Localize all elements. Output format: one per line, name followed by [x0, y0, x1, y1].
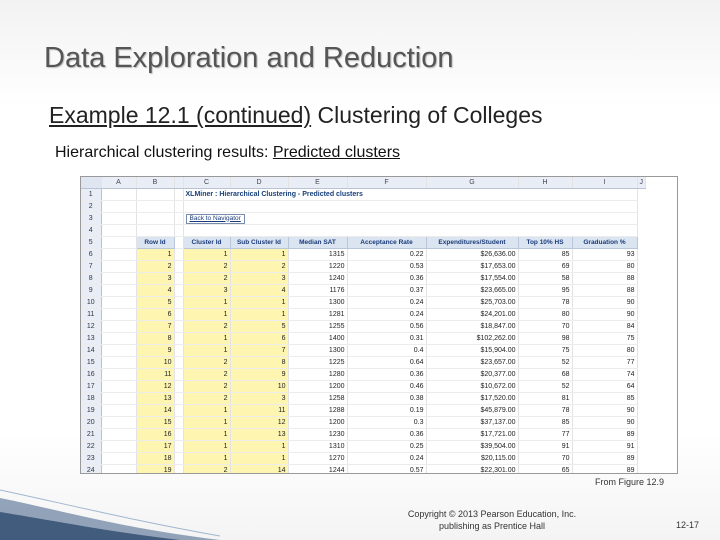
- table-cell: 7: [230, 345, 288, 357]
- table-cell: 90: [572, 297, 637, 309]
- table-cell: 1: [183, 441, 230, 453]
- empty-cell: [174, 261, 183, 273]
- table-cell: 1: [230, 453, 288, 465]
- table-cell: 0.64: [347, 357, 426, 369]
- copyright-notice: [380, 508, 604, 532]
- table-cell: 8: [136, 333, 174, 345]
- table-cell: 1315: [288, 249, 347, 261]
- table-cell: 3: [230, 393, 288, 405]
- column-letter: G: [426, 177, 518, 189]
- column-letter: C: [183, 177, 230, 189]
- table-cell: 77: [518, 429, 572, 441]
- row-number: 24: [81, 465, 101, 475]
- empty-cell: [174, 441, 183, 453]
- table-cell: 9: [136, 345, 174, 357]
- column-letter: I: [572, 177, 637, 189]
- table-cell: 70: [518, 321, 572, 333]
- row-number: 7: [81, 261, 101, 273]
- table-cell: 18: [136, 453, 174, 465]
- empty-cell: [174, 429, 183, 441]
- empty-cell: [136, 189, 174, 201]
- table-cell: 2: [183, 261, 230, 273]
- table-cell: 16: [136, 429, 174, 441]
- table-row: [81, 297, 646, 309]
- table-cell: 89: [572, 465, 637, 475]
- page-number: 12-17: [676, 520, 700, 530]
- table-cell: 90: [572, 309, 637, 321]
- table-cell: 85: [518, 249, 572, 261]
- table-cell: 74: [572, 369, 637, 381]
- results-column-header: Expenditures/Student: [426, 237, 518, 249]
- empty-cell: [174, 213, 183, 225]
- table-cell: 52: [518, 381, 572, 393]
- table-cell: 0.57: [347, 465, 426, 475]
- table-cell: $26,636.00: [426, 249, 518, 261]
- row-number: 10: [81, 297, 101, 309]
- table-row: [81, 369, 646, 381]
- empty-cell: [174, 333, 183, 345]
- table-row: [81, 381, 646, 393]
- table-cell: 19: [136, 465, 174, 475]
- table-row: [81, 345, 646, 357]
- table-cell: 2: [183, 369, 230, 381]
- table-row: [81, 417, 646, 429]
- column-letter: F: [347, 177, 426, 189]
- table-cell: 2: [183, 393, 230, 405]
- table-cell: 88: [572, 273, 637, 285]
- table-cell: 3: [136, 273, 174, 285]
- table-cell: 4: [136, 285, 174, 297]
- table-cell: 93: [572, 249, 637, 261]
- empty-cell: [136, 225, 174, 237]
- table-cell: 98: [518, 333, 572, 345]
- empty-cell: [101, 189, 136, 201]
- table-cell: 6: [230, 333, 288, 345]
- table-cell: 1300: [288, 297, 347, 309]
- row-number: 3: [81, 213, 101, 225]
- row-number: 22: [81, 441, 101, 453]
- table-cell: 1281: [288, 309, 347, 321]
- column-letter: E: [288, 177, 347, 189]
- table-row: [81, 405, 646, 417]
- table-cell: 2: [136, 261, 174, 273]
- table-cell: 12: [230, 417, 288, 429]
- table-cell: 11: [230, 405, 288, 417]
- table-cell: $17,520.00: [426, 393, 518, 405]
- table-cell: 2: [183, 321, 230, 333]
- results-column-header: Row Id: [136, 237, 174, 249]
- corner-cell: [81, 177, 101, 189]
- table-cell: 75: [572, 333, 637, 345]
- table-cell: 88: [572, 285, 637, 297]
- back-to-navigator-button[interactable]: Back to Navigator: [186, 214, 245, 224]
- table-cell: 1200: [288, 381, 347, 393]
- empty-cell: [101, 345, 136, 357]
- column-letter: A: [101, 177, 136, 189]
- table-row: [81, 393, 646, 405]
- table-cell: $10,672.00: [426, 381, 518, 393]
- spreadsheet-grid: [81, 177, 646, 474]
- table-cell: 89: [572, 453, 637, 465]
- table-cell: 0.22: [347, 249, 426, 261]
- table-cell: 85: [572, 393, 637, 405]
- empty-cell: [174, 297, 183, 309]
- table-cell: 13: [136, 393, 174, 405]
- table-cell: 64: [572, 381, 637, 393]
- table-cell: 10: [230, 381, 288, 393]
- subtitle-rest: Clustering of Colleges: [311, 102, 543, 128]
- table-row: [81, 321, 646, 333]
- table-cell: 80: [572, 261, 637, 273]
- column-letter: [174, 177, 183, 189]
- table-cell: 13: [230, 429, 288, 441]
- nav-cell: [183, 213, 637, 225]
- table-cell: 9: [230, 369, 288, 381]
- table-cell: 65: [518, 465, 572, 475]
- empty-cell: [174, 381, 183, 393]
- table-cell: 70: [518, 453, 572, 465]
- table-cell: 1: [183, 429, 230, 441]
- copyright-line-1: Copyright © 2013 Pearson Education, Inc.: [407, 509, 577, 519]
- table-cell: 2: [183, 381, 230, 393]
- table-row: [81, 333, 646, 345]
- empty-cell: [174, 321, 183, 333]
- empty-cell: [101, 393, 136, 405]
- table-cell: 0.24: [347, 453, 426, 465]
- table-cell: 1280: [288, 369, 347, 381]
- table-cell: 5: [230, 321, 288, 333]
- empty-cell: [183, 201, 637, 213]
- empty-cell: [174, 285, 183, 297]
- column-letter: H: [518, 177, 572, 189]
- results-column-header: Median SAT: [288, 237, 347, 249]
- empty-cell: [136, 213, 174, 225]
- table-cell: 7: [136, 321, 174, 333]
- results-column-header: Sub Cluster Id: [230, 237, 288, 249]
- table-cell: 1288: [288, 405, 347, 417]
- table-cell: 0.36: [347, 369, 426, 381]
- row-number: 18: [81, 393, 101, 405]
- table-cell: $18,847.00: [426, 321, 518, 333]
- table-row: [81, 429, 646, 441]
- results-column-header: Acceptance Rate: [347, 237, 426, 249]
- empty-cell: [101, 381, 136, 393]
- empty-cell: [101, 213, 136, 225]
- table-cell: 2: [183, 273, 230, 285]
- sheet-row: [81, 213, 646, 225]
- table-cell: 1230: [288, 429, 347, 441]
- empty-cell: [174, 357, 183, 369]
- copyright-line-2: publishing as Prentice Hall: [438, 521, 546, 531]
- empty-cell: [136, 201, 174, 213]
- empty-cell: [183, 225, 637, 237]
- table-cell: 12: [136, 381, 174, 393]
- empty-cell: [101, 225, 136, 237]
- table-cell: 1240: [288, 273, 347, 285]
- column-header-row: [81, 177, 646, 189]
- table-cell: 69: [518, 261, 572, 273]
- results-caption: [55, 144, 400, 162]
- table-cell: 1: [183, 405, 230, 417]
- table-cell: 90: [572, 417, 637, 429]
- table-cell: 1: [230, 441, 288, 453]
- empty-cell: [174, 453, 183, 465]
- table-cell: $24,201.00: [426, 309, 518, 321]
- table-cell: 81: [518, 393, 572, 405]
- table-cell: 15: [136, 417, 174, 429]
- table-cell: 2: [183, 357, 230, 369]
- table-cell: 1: [183, 297, 230, 309]
- table-cell: 1: [230, 249, 288, 261]
- row-number: 11: [81, 309, 101, 321]
- table-cell: 78: [518, 297, 572, 309]
- empty-cell: [174, 393, 183, 405]
- table-cell: 6: [136, 309, 174, 321]
- table-cell: 3: [230, 273, 288, 285]
- empty-cell: [174, 405, 183, 417]
- table-cell: 1: [183, 333, 230, 345]
- table-cell: 0.19: [347, 405, 426, 417]
- empty-cell: [101, 261, 136, 273]
- table-cell: $20,115.00: [426, 453, 518, 465]
- empty-cell: [101, 297, 136, 309]
- table-cell: 0.53: [347, 261, 426, 273]
- table-cell: 1258: [288, 393, 347, 405]
- table-cell: $37,137.00: [426, 417, 518, 429]
- example-reference: Example 12.1 (continued): [49, 102, 312, 128]
- row-number: 19: [81, 405, 101, 417]
- empty-cell: [101, 309, 136, 321]
- caption-link: Predicted clusters: [272, 144, 401, 161]
- table-cell: 0.24: [347, 309, 426, 321]
- table-cell: $102,262.00: [426, 333, 518, 345]
- table-cell: 80: [572, 345, 637, 357]
- table-cell: 1: [183, 309, 230, 321]
- table-cell: 1: [183, 249, 230, 261]
- table-cell: 0.4: [347, 345, 426, 357]
- table-cell: 0.36: [347, 429, 426, 441]
- row-number: 15: [81, 357, 101, 369]
- table-cell: 14: [136, 405, 174, 417]
- table-cell: $45,879.00: [426, 405, 518, 417]
- table-row: [81, 261, 646, 273]
- row-number: 16: [81, 369, 101, 381]
- table-row: [81, 309, 646, 321]
- row-number: 8: [81, 273, 101, 285]
- table-row: [81, 465, 646, 475]
- row-number: 13: [81, 333, 101, 345]
- table-cell: 1: [183, 417, 230, 429]
- empty-cell: [101, 405, 136, 417]
- sheet-title: XLMiner : Hierarchical Clustering - Predicted clusters: [183, 189, 637, 201]
- table-cell: $23,657.00: [426, 357, 518, 369]
- empty-cell: [174, 201, 183, 213]
- table-cell: 78: [518, 405, 572, 417]
- slide-title: Data Exploration and Reduction: [44, 42, 454, 74]
- figure-source: From Figure 12.9: [595, 477, 665, 487]
- table-cell: 14: [230, 465, 288, 475]
- table-cell: 1: [230, 309, 288, 321]
- table-cell: 1: [230, 297, 288, 309]
- row-number: 9: [81, 285, 101, 297]
- table-cell: 91: [518, 441, 572, 453]
- table-cell: $39,504.00: [426, 441, 518, 453]
- table-row: [81, 273, 646, 285]
- table-cell: 0.3: [347, 417, 426, 429]
- table-cell: $17,721.00: [426, 429, 518, 441]
- empty-cell: [101, 333, 136, 345]
- table-row: [81, 357, 646, 369]
- sheet-row: [81, 225, 646, 237]
- table-cell: 3: [183, 285, 230, 297]
- table-cell: 5: [136, 297, 174, 309]
- empty-cell: [101, 273, 136, 285]
- caption-prefix: Hierarchical clustering results:: [55, 144, 273, 161]
- table-cell: 0.37: [347, 285, 426, 297]
- table-cell: 1220: [288, 261, 347, 273]
- table-cell: 1310: [288, 441, 347, 453]
- row-number: 21: [81, 429, 101, 441]
- table-cell: 91: [572, 441, 637, 453]
- table-cell: $15,904.00: [426, 345, 518, 357]
- table-row: [81, 453, 646, 465]
- table-cell: 1300: [288, 345, 347, 357]
- table-cell: 10: [136, 357, 174, 369]
- table-cell: 1200: [288, 417, 347, 429]
- table-cell: 17: [136, 441, 174, 453]
- table-cell: 85: [518, 417, 572, 429]
- table-cell: 58: [518, 273, 572, 285]
- row-number: 4: [81, 225, 101, 237]
- table-cell: 0.46: [347, 381, 426, 393]
- table-cell: 1: [183, 345, 230, 357]
- empty-cell: [174, 369, 183, 381]
- empty-cell: [174, 417, 183, 429]
- table-cell: 0.25: [347, 441, 426, 453]
- row-number: 17: [81, 381, 101, 393]
- empty-cell: [101, 321, 136, 333]
- table-cell: 0.24: [347, 297, 426, 309]
- table-cell: 2: [230, 261, 288, 273]
- results-column-header: Cluster Id: [183, 237, 230, 249]
- table-row: [81, 285, 646, 297]
- row-number: 20: [81, 417, 101, 429]
- table-cell: 77: [572, 357, 637, 369]
- empty-cell: [174, 249, 183, 261]
- table-cell: 0.36: [347, 273, 426, 285]
- empty-cell: [101, 429, 136, 441]
- table-cell: 1: [183, 453, 230, 465]
- empty-cell: [174, 273, 183, 285]
- column-letter: B: [136, 177, 174, 189]
- table-cell: 1: [136, 249, 174, 261]
- table-cell: 4: [230, 285, 288, 297]
- row-number: 14: [81, 345, 101, 357]
- row-number: 6: [81, 249, 101, 261]
- empty-cell: [101, 441, 136, 453]
- table-row: [81, 249, 646, 261]
- table-cell: $17,554.00: [426, 273, 518, 285]
- row-number: 2: [81, 201, 101, 213]
- empty-cell: [101, 465, 136, 475]
- empty-cell: [101, 369, 136, 381]
- slide-subtitle: [49, 102, 543, 129]
- table-cell: 90: [572, 405, 637, 417]
- column-letter: D: [230, 177, 288, 189]
- empty-cell: [101, 357, 136, 369]
- table-cell: 1176: [288, 285, 347, 297]
- empty-cell: [174, 465, 183, 475]
- table-cell: 11: [136, 369, 174, 381]
- table-cell: 84: [572, 321, 637, 333]
- empty-cell: [174, 345, 183, 357]
- table-cell: 1270: [288, 453, 347, 465]
- empty-cell: [101, 285, 136, 297]
- table-cell: 89: [572, 429, 637, 441]
- empty-cell: [174, 237, 183, 249]
- empty-cell: [174, 189, 183, 201]
- results-column-header: Graduation %: [572, 237, 637, 249]
- empty-cell: [174, 225, 183, 237]
- empty-cell: [101, 237, 136, 249]
- table-row: [81, 441, 646, 453]
- empty-cell: [101, 249, 136, 261]
- sheet-row: [81, 201, 646, 213]
- table-cell: 0.38: [347, 393, 426, 405]
- table-cell: $25,703.00: [426, 297, 518, 309]
- table-cell: 1255: [288, 321, 347, 333]
- table-cell: 52: [518, 357, 572, 369]
- row-number: 23: [81, 453, 101, 465]
- table-cell: 68: [518, 369, 572, 381]
- empty-cell: [101, 453, 136, 465]
- results-header-row: [81, 237, 646, 249]
- spreadsheet-screenshot: [80, 176, 678, 474]
- table-cell: 0.31: [347, 333, 426, 345]
- table-cell: 0.56: [347, 321, 426, 333]
- row-number: 1: [81, 189, 101, 201]
- empty-cell: [174, 309, 183, 321]
- table-cell: 75: [518, 345, 572, 357]
- table-cell: $20,377.00: [426, 369, 518, 381]
- row-number: 12: [81, 321, 101, 333]
- table-cell: 1244: [288, 465, 347, 475]
- table-cell: $22,301.00: [426, 465, 518, 475]
- table-cell: 1400: [288, 333, 347, 345]
- table-cell: 1225: [288, 357, 347, 369]
- row-number: 5: [81, 237, 101, 249]
- empty-cell: [101, 417, 136, 429]
- table-cell: $17,653.00: [426, 261, 518, 273]
- sheet-row: [81, 189, 646, 201]
- results-column-header: Top 10% HS: [518, 237, 572, 249]
- table-cell: 95: [518, 285, 572, 297]
- empty-cell: [101, 201, 136, 213]
- table-cell: 80: [518, 309, 572, 321]
- column-letter: J: [637, 177, 646, 189]
- table-cell: $23,665.00: [426, 285, 518, 297]
- table-cell: 2: [183, 465, 230, 475]
- table-cell: 8: [230, 357, 288, 369]
